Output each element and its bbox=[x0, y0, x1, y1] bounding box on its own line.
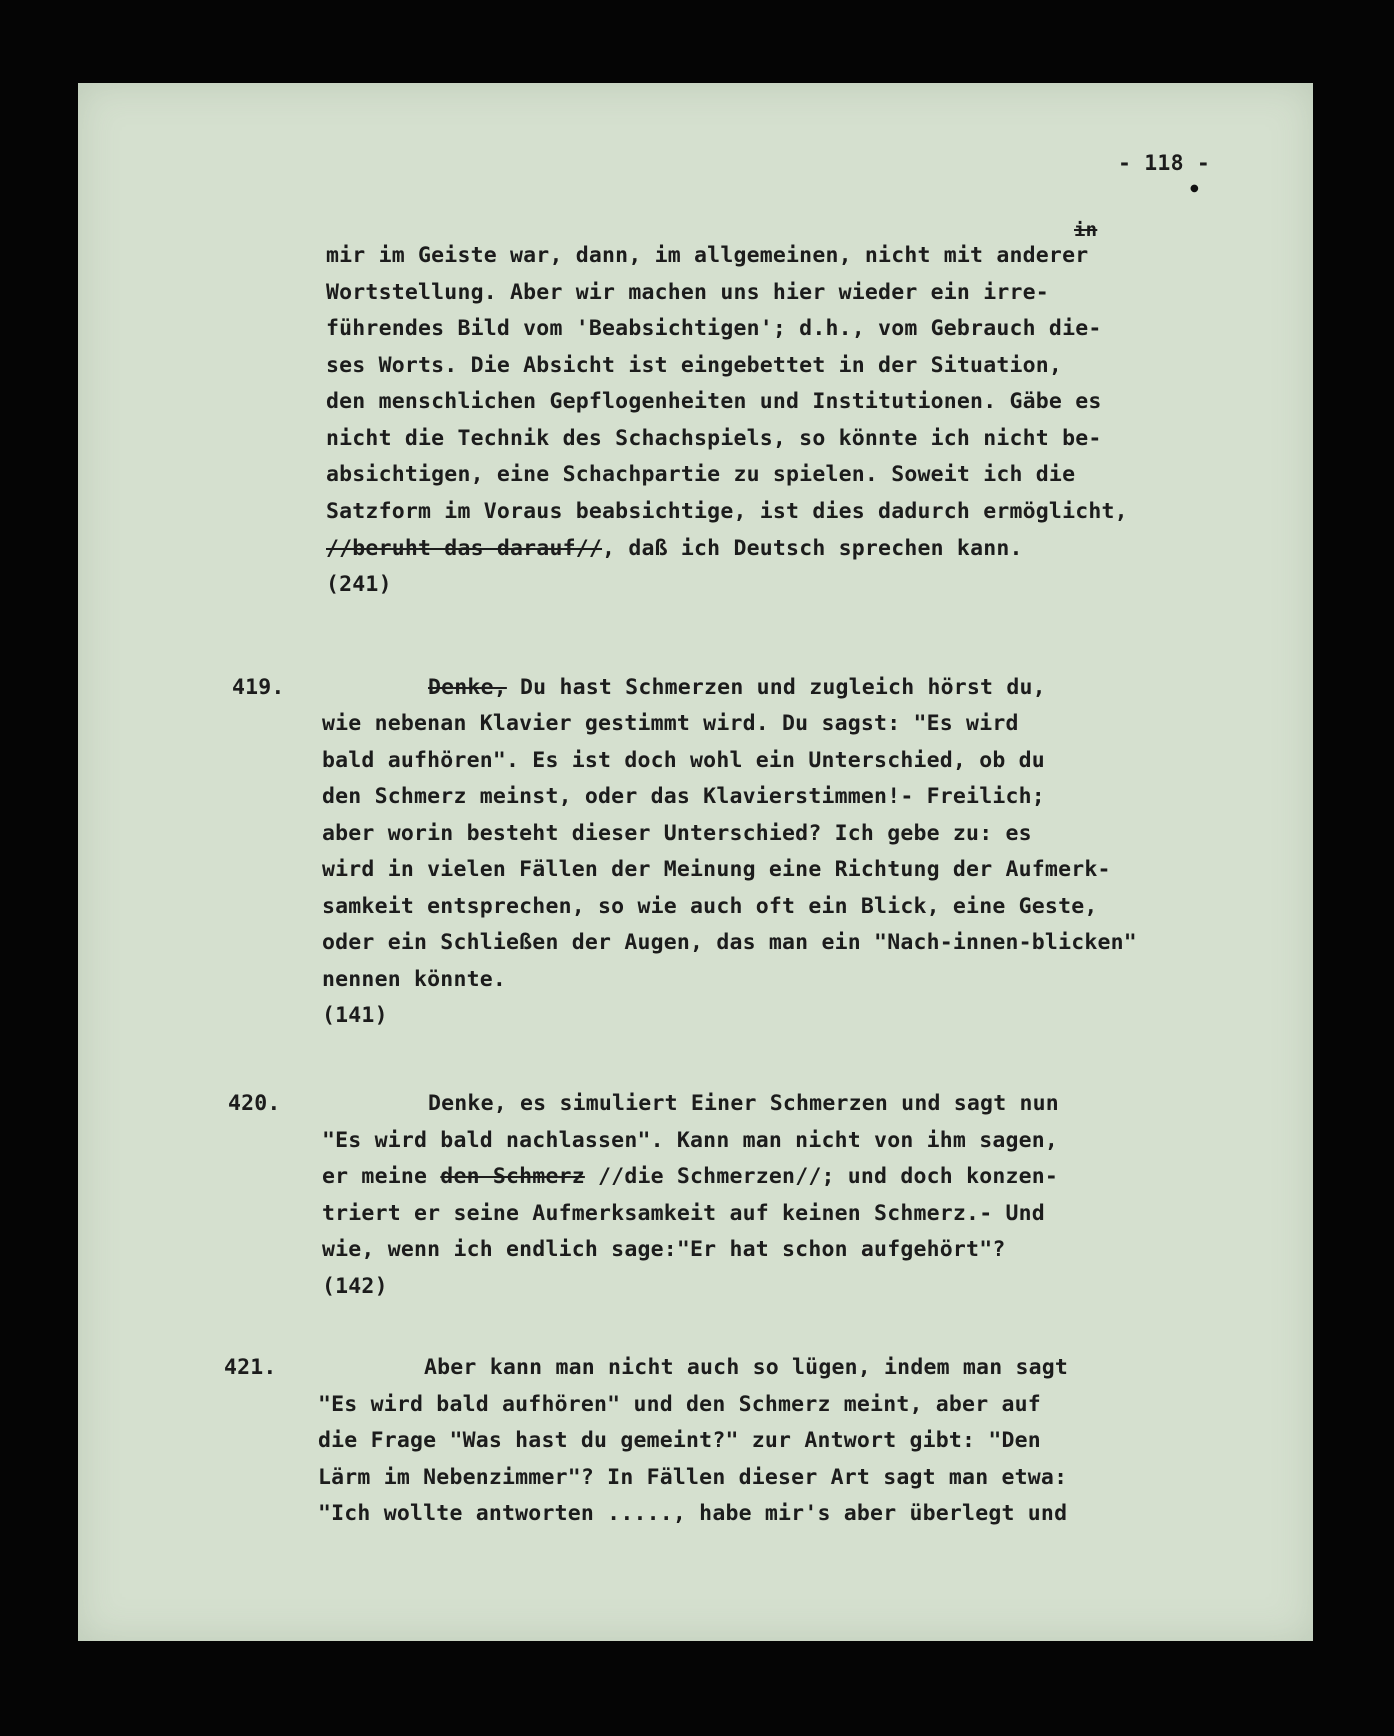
section-419-line-9: nennen könnte. bbox=[322, 967, 507, 992]
section-number-419: 419. bbox=[232, 675, 285, 700]
section-number-421: 421. bbox=[224, 1355, 277, 1380]
section-420-line-4: triert er seine Aufmerksamkeit auf keinen Schmerz.- Und bbox=[322, 1201, 1045, 1226]
section-421-line-5: "Ich wollte antworten ....., habe mir's aber überlegt und bbox=[318, 1501, 1068, 1526]
section-419-line-1 bbox=[428, 677, 1046, 699]
section-number-420: 420. bbox=[228, 1091, 281, 1116]
section-419-ref: (141) bbox=[322, 1003, 388, 1028]
section-419-line-2: wie nebenan Klavier gestimmt wird. Du sagst: "Es wird bbox=[322, 711, 1019, 736]
section-419-line-4: den Schmerz meinst, oder das Klavierstimmen!- Freilich; bbox=[322, 784, 1045, 809]
continuation-line-6: nicht die Technik des Schachspiels, so könnte ich nicht be- bbox=[326, 426, 1102, 451]
section-420-line-2: "Es wird bald nachlassen". Kann man nicht von ihm sagen, bbox=[322, 1128, 1059, 1153]
continuation-line-7: absichtigen, eine Schachpartie zu spielen. Soweit ich die bbox=[326, 462, 1076, 487]
paragraph-ref: (241) bbox=[326, 572, 392, 597]
section-419-line-5: aber worin besteht dieser Unterschied? Ich gebe zu: es bbox=[322, 821, 1032, 846]
struck-phrase: den Schmerz bbox=[440, 1164, 585, 1189]
continuation-line-4: ses Worts. Die Absicht ist eingebettet in der Situation, bbox=[326, 353, 1063, 378]
section-419-line-8: oder ein Schließen der Augen, das man ein "Nach-innen-blicken" bbox=[322, 930, 1137, 955]
section-421-line-1: Aber kann man nicht auch so lügen, indem man sagt bbox=[424, 1355, 1069, 1380]
section-421-line-3: die Frage "Was hast du gemeint?" zur Antwort gibt: "Den bbox=[318, 1428, 1041, 1453]
continuation-line-2: Wortstellung. Aber wir machen uns hier wieder ein irre- bbox=[326, 280, 1049, 305]
section-420-ref: (142) bbox=[322, 1274, 388, 1299]
page-number: - 118 - bbox=[1118, 151, 1211, 176]
line-rest: , daß ich Deutsch sprechen kann. bbox=[602, 536, 1023, 561]
continuation-line-5: den menschlichen Gepflogenheiten und Institutionen. Gäbe es bbox=[326, 389, 1102, 414]
section-421-line-2: "Es wird bald aufhören" und den Schmerz meint, aber auf bbox=[318, 1392, 1041, 1417]
section-419-line-6: wird in vielen Fällen der Meinung eine Richtung der Aufmerk- bbox=[322, 857, 1111, 882]
section-420-line-3 bbox=[322, 1166, 1058, 1188]
continuation-line-3: führendes Bild vom 'Beabsichtigen'; d.h., vom Gebrauch die- bbox=[326, 316, 1102, 341]
document-page bbox=[78, 83, 1313, 1641]
insertion-struck-word: in bbox=[1074, 219, 1098, 241]
section-419-line-3: bald aufhören". Es ist doch wohl ein Unterschied, ob du bbox=[322, 748, 1045, 773]
section-421-line-4: Lärm im Nebenzimmer"? In Fällen dieser Art sagt man etwa: bbox=[318, 1465, 1068, 1490]
line-rest: Du hast Schmerzen und zugleich hörst du, bbox=[506, 675, 1046, 700]
continuation-line-8: Satzform im Voraus beabsichtige, ist dies dadurch ermöglicht, bbox=[326, 499, 1128, 524]
line-pre: er meine bbox=[322, 1164, 441, 1189]
section-420-line-1: Denke, es simuliert Einer Schmerzen und sagt nun bbox=[428, 1091, 1059, 1116]
struck-word: Denke, bbox=[428, 675, 507, 700]
line-rest: //die Schmerzen//; und doch konzen- bbox=[584, 1164, 1059, 1189]
continuation-line-9 bbox=[326, 538, 1023, 560]
ink-dot: ● bbox=[1190, 183, 1199, 194]
continuation-line-1: mir im Geiste war, dann, im allgemeinen, nicht mit anderer bbox=[326, 243, 1089, 268]
struck-phrase: //beruht das darauf// bbox=[326, 536, 603, 561]
section-419-line-7: samkeit entsprechen, so wie auch oft ein Blick, eine Geste, bbox=[322, 894, 1098, 919]
section-420-line-5: wie, wenn ich endlich sage:"Er hat schon aufgehört"? bbox=[322, 1237, 1006, 1262]
